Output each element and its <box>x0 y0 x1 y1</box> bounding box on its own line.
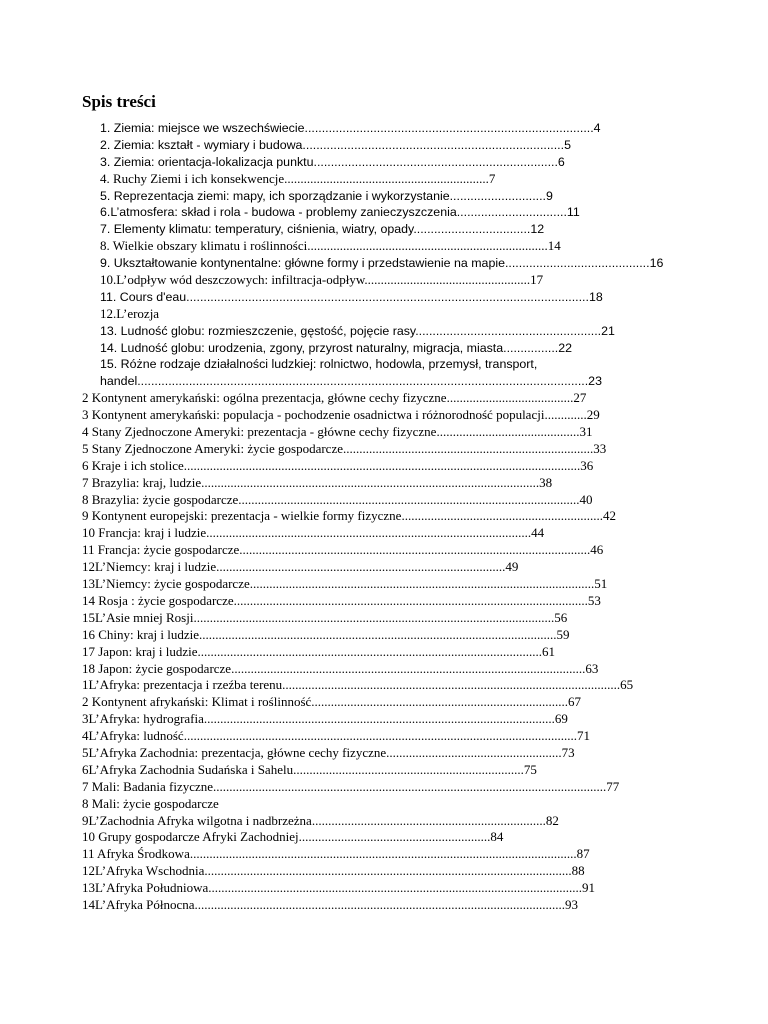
toc-entry[interactable]: 15L’Asie mniej Rosji...............................................................................................................56 <box>82 609 568 625</box>
toc-entry[interactable]: 7 Mali: Badania fizyczne.........................................................................................................................77 <box>82 778 620 794</box>
toc-entry[interactable]: 6 Kraje i ich stolice..........................................................................................................................36 <box>82 457 594 473</box>
toc-entry[interactable]: 15. Różne rodzaje działalności ludzkiej: rolnictwo, hodowla, przemysł, transport, <box>100 357 538 372</box>
toc-entry[interactable]: 3 Kontynent amerykański: populacja - pochodzenie osadnictwa i różnorodność populacji.............29 <box>82 407 600 423</box>
toc-entry[interactable]: 6L’Afryka Zachodnia Sudańska i Sahelu.......................................................................75 <box>82 761 537 777</box>
toc-entry[interactable]: 4. Ruchy Ziemi i ich konsekwencje...............................................................7 <box>100 170 496 186</box>
toc-entry[interactable]: 8 Mali: życie gospodarcze <box>82 795 219 811</box>
toc-entry[interactable]: 10.L’odpływ wód deszczowych: infiltracja-odpływ...................................................17 <box>100 272 544 288</box>
toc-entry[interactable]: 8. Wielkie obszary klimatu i roślinności..........................................................................14 <box>100 238 561 254</box>
toc-entry[interactable]: 2 Kontynent afrykański: Klimat i roślinność...............................................................................67 <box>82 694 582 710</box>
toc-entry[interactable]: 4 Stany Zjednoczone Ameryki: prezentacja - główne cechy fizyczne............................................31 <box>82 424 593 440</box>
toc-entry[interactable]: 6.L’atmosfera: skład i rola - budowa - problemy zanieczyszczenia................................11 <box>100 205 580 220</box>
toc-entry[interactable]: 11 Francja: życie gospodarcze............................................................................................................46 <box>82 542 604 558</box>
toc-entry[interactable]: 18 Japon: życie gospodarcze.............................................................................................................63 <box>82 660 599 676</box>
table-of-contents <box>0 120 768 914</box>
toc-entry[interactable]: 5 Stany Zjednoczone Ameryki: życie gospodarcze.............................................................................33 <box>82 440 607 456</box>
toc-entry[interactable]: 11. Cours d'eau.....................................................................................................................18 <box>100 289 603 304</box>
toc-entry[interactable]: 13L’Niemcy: życie gospodarcze..........................................................................................................51 <box>82 576 608 592</box>
toc-entry[interactable]: 16 Chiny: kraj i ludzie..............................................................................................................59 <box>82 626 570 642</box>
toc-entry[interactable]: 13. Ludność globu: rozmieszczenie, gęstość, pojęcie rasy......................................................21 <box>100 323 615 338</box>
toc-entry[interactable]: 3L’Afryka: hydrografia............................................................................................................69 <box>82 711 568 727</box>
toc-entry[interactable]: 3. Ziemia: orientacja-lokalizacja punktu.......................................................................6 <box>100 154 565 169</box>
toc-entry[interactable]: 7. Elementy klimatu: temperatury, ciśnienia, wiatry, opady..................................12 <box>100 222 545 237</box>
toc-entry[interactable]: 14. Ludność globu: urodzenia, zgony, przyrost naturalny, migracja, miasta................22 <box>100 340 572 355</box>
toc-entry[interactable]: 2 Kontynent amerykański: ogólna prezentacja, główne cechy fizyczne.......................................27 <box>82 390 587 406</box>
toc-entry[interactable]: 17 Japon: kraj i ludzie..........................................................................................................61 <box>82 643 556 659</box>
toc-entry[interactable]: 1. Ziemia: miejsce we wszechświecie....................................................................................4 <box>100 121 601 135</box>
toc-entry[interactable]: 9 Kontynent europejski: prezentacja - wielkie formy fizyczne..............................................................42 <box>82 508 616 524</box>
toc-entry[interactable]: 2. Ziemia: kształt - wymiary i budowa............................................................................5 <box>100 137 571 152</box>
toc-entry[interactable]: 14L’Afryka Północna..................................................................................................................93 <box>82 896 579 912</box>
toc-entry[interactable]: 1L’Afryka: prezentacja i rzeźba terenu........................................................................................................65 <box>82 677 634 693</box>
toc-entry[interactable]: 13L’Afryka Południowa...................................................................................................................91 <box>82 880 596 896</box>
toc-entry[interactable]: 9L’Zachodnia Afryka wilgotna i nadbrzeżna........................................................................82 <box>82 812 559 828</box>
toc-entry[interactable]: 12L’Niemcy: kraj i ludzie.........................................................................................49 <box>82 559 519 575</box>
toc-entry[interactable]: 8 Brazylia: życie gospodarcze.........................................................................................................40 <box>82 491 593 507</box>
toc-entry[interactable]: 10 Francja: kraj i ludzie....................................................................................................44 <box>82 525 545 541</box>
toc-entry[interactable]: 5. Reprezentacja ziemi: mapy, ich sporządzanie i wykorzystanie............................9 <box>100 188 553 203</box>
toc-entry[interactable]: handel...................................................................................................................................23 <box>100 374 602 389</box>
toc-entry[interactable]: 12L’Afryka Wschodnia.................................................................................................................88 <box>82 863 585 879</box>
toc-entry[interactable]: 10 Grupy gospodarcze Afryki Zachodniej...........................................................84 <box>82 829 504 845</box>
toc-entry[interactable]: 4L’Afryka: ludność.........................................................................................................................71 <box>82 728 590 744</box>
toc-entry[interactable]: 5L’Afryka Zachodnia: prezentacja, główne cechy fizyczne......................................................73 <box>82 744 575 760</box>
page-title: Spis treści <box>82 92 156 111</box>
toc-entry[interactable]: 7 Brazylia: kraj, ludzie........................................................................................................38 <box>82 474 553 490</box>
toc-entry[interactable]: 11 Afryka Środkowa.......................................................................................................................87 <box>82 846 590 862</box>
toc-entry[interactable]: 12.L’erozja <box>100 305 160 321</box>
toc-entry[interactable]: 14 Rosja : życie gospodarcze.............................................................................................................53 <box>82 592 601 608</box>
toc-entry[interactable]: 9. Ukształtowanie kontynentalne: główne formy i przedstawienie na mapie..........................................16 <box>100 256 664 271</box>
